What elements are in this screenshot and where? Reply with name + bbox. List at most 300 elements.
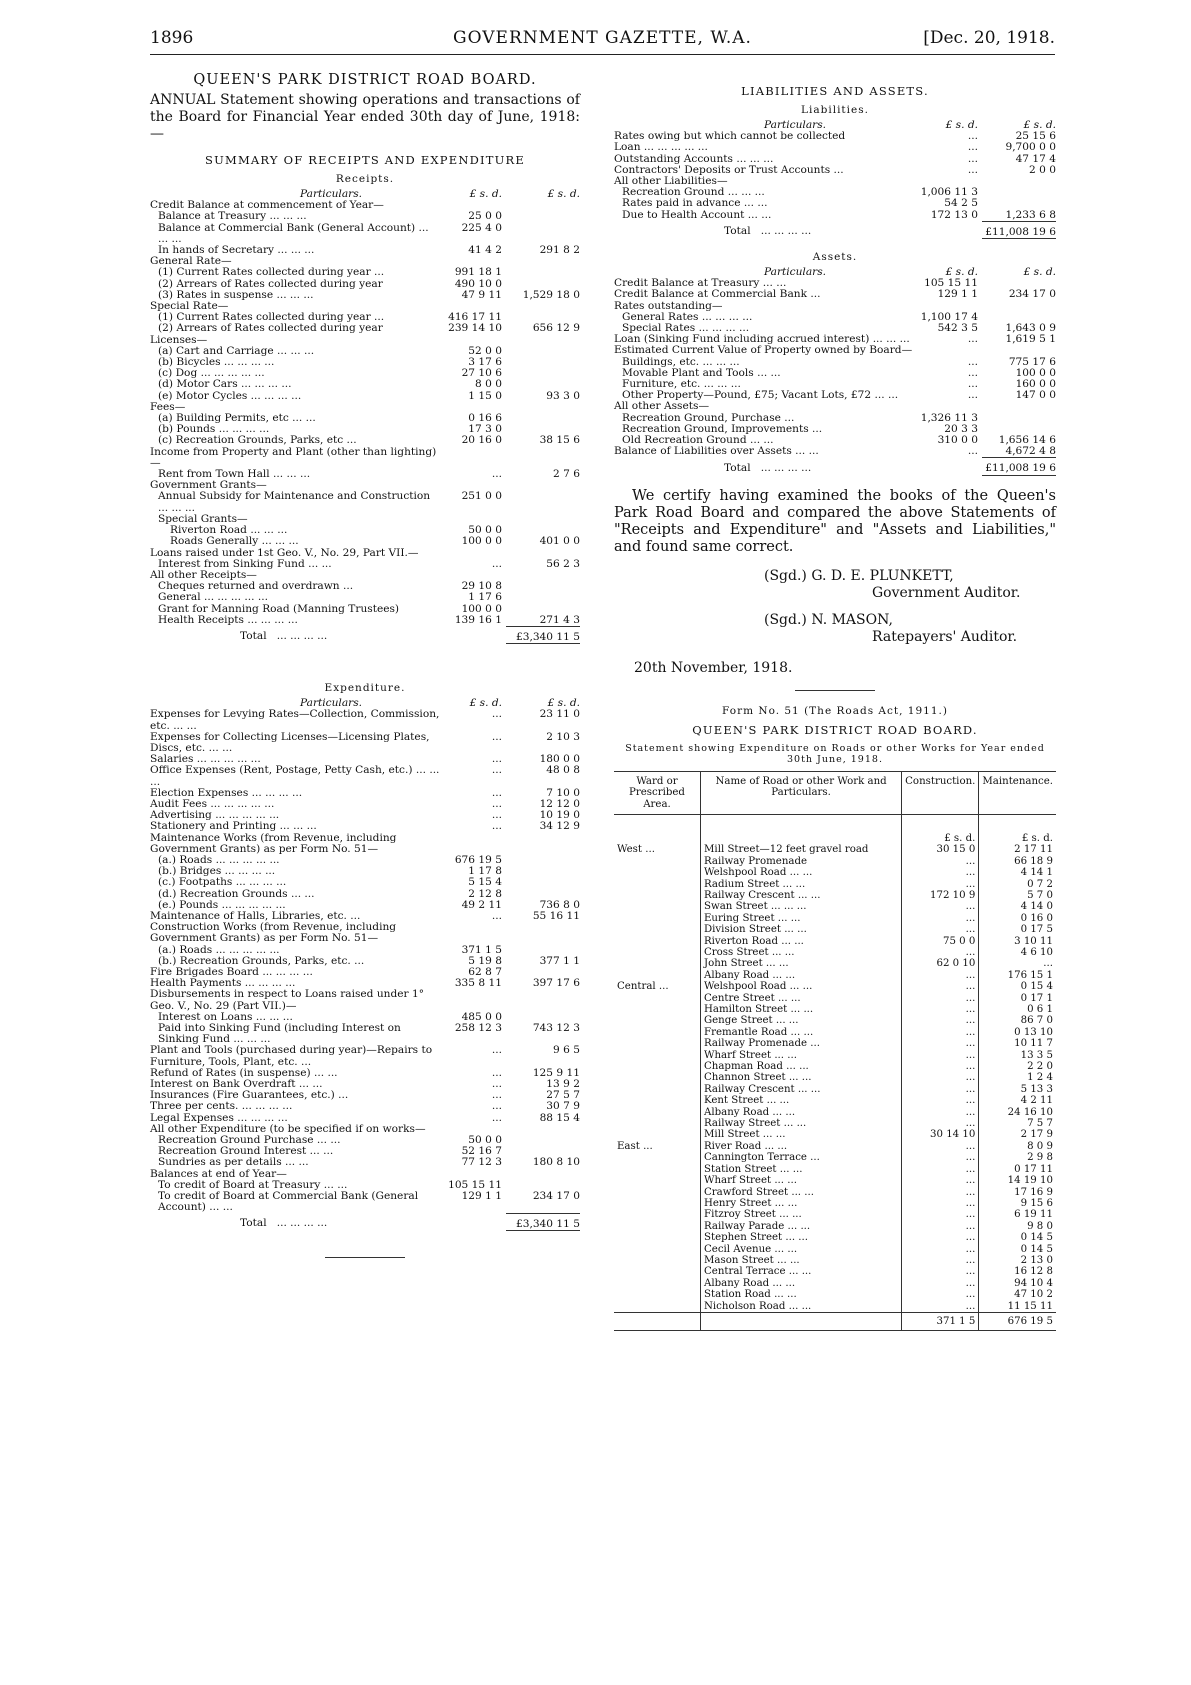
ward: Central ...	[617, 981, 669, 993]
account-row	[150, 1191, 580, 1213]
account-row	[614, 345, 1056, 356]
construction-total: 371 1 5	[902, 1312, 979, 1330]
particulars: (d.) Recreation Grounds ... ...	[158, 887, 315, 900]
amount-inner: 62 8 7	[468, 966, 502, 978]
maintenance-value: 0 14 5	[979, 1232, 1056, 1243]
amount-outer: 1,233 6 8	[1005, 208, 1056, 221]
amount-inner: 991 18 1	[454, 266, 502, 279]
amount-inner: 1 17 8	[468, 865, 502, 878]
particulars: Expenses for Collecting Licenses—Licensing Plates, Discs, etc. ... ...	[150, 730, 430, 754]
particulars: Particulars.	[764, 119, 827, 131]
construction-value: ...	[902, 1141, 979, 1152]
maintenance-value: 0 13 10	[979, 1027, 1056, 1038]
road-name: Welshpool Road ... ...	[701, 867, 902, 878]
road-name: Cross Street ... ...	[701, 947, 902, 958]
particulars: (a) Cart and Carriage ... ... ...	[158, 344, 315, 357]
particulars: Particulars.	[300, 188, 363, 200]
maintenance-units: £ s. d.	[979, 814, 1056, 844]
amount-outer: 88 15 4	[539, 1111, 580, 1124]
particulars: Credit Balance at Commercial Bank ...	[614, 288, 821, 301]
amount-inner: 225 4 0	[461, 221, 502, 234]
account-row	[150, 391, 580, 402]
particulars: General Rate—	[150, 255, 232, 268]
particulars: Loans raised under 1st Geo. V., No. 29, Part VII.—	[150, 546, 419, 559]
amount-inner: ...	[967, 141, 978, 154]
amount-inner: ...	[491, 1089, 502, 1102]
road-name: Cecil Avenue ... ...	[701, 1244, 902, 1255]
particulars: Rates paid in advance ... ...	[622, 197, 768, 210]
road-row	[614, 844, 1056, 855]
construction-value: ...	[902, 913, 979, 924]
construction-value: ...	[902, 1187, 979, 1198]
amount-outer	[506, 301, 580, 312]
account-row	[150, 922, 580, 944]
maintenance-value: 9 15 6	[979, 1198, 1056, 1209]
construction-value: 30 14 10	[902, 1129, 979, 1140]
board-title: QUEEN'S PARK DISTRICT ROAD BOARD.	[193, 72, 537, 88]
road-name: Cannington Terrace ...	[701, 1152, 902, 1163]
amount-outer	[506, 1124, 580, 1135]
amount-inner: 371 1 5	[461, 943, 502, 956]
ward	[614, 1278, 701, 1289]
maintenance-total: 676 19 5	[979, 1312, 1056, 1330]
amount-inner: ...	[491, 809, 502, 822]
amount-outer	[506, 447, 580, 469]
amount-inner: ...	[967, 333, 978, 346]
particulars: Credit Balance at commencement of Year—	[150, 199, 384, 212]
particulars: Fire Brigades Board ... ... ... ...	[150, 966, 313, 978]
signature-plunkett-title: Government Auditor.	[872, 584, 1021, 601]
amount-outer: 736 8 0	[539, 898, 580, 911]
road-row	[614, 1278, 1056, 1289]
road-row	[614, 1244, 1056, 1255]
amount-inner: 52 16 7	[461, 1145, 502, 1158]
amount-outer: 397 17 6	[532, 977, 580, 990]
amount-outer	[982, 345, 1056, 356]
maintenance-value: 47 10 2	[979, 1289, 1056, 1300]
particulars: Special Rate—	[150, 300, 229, 313]
road-row	[614, 1027, 1056, 1038]
road-row	[614, 1232, 1056, 1243]
road-row	[614, 1289, 1056, 1300]
amount-outer	[506, 866, 580, 877]
amount-outer	[506, 267, 580, 278]
road-row	[614, 1301, 1056, 1313]
road-row	[614, 1072, 1056, 1083]
amount-outer: 147 0 0	[1015, 389, 1056, 402]
road-row	[614, 1107, 1056, 1118]
maintenance-value: 17 16 9	[979, 1187, 1056, 1198]
ward	[614, 1038, 701, 1049]
construction-value: ...	[902, 1050, 979, 1061]
maintenance-value: 4 2 11	[979, 1095, 1056, 1106]
amount-outer	[982, 198, 1056, 209]
particulars: Three per cents. ... ... ... ...	[150, 1100, 293, 1113]
maintenance-value: 4 6 10	[979, 947, 1056, 958]
assets-total-value: £11,008 19 6	[982, 458, 1056, 475]
amount-outer: 271 4 3	[539, 613, 580, 626]
particulars: (b.) Recreation Grounds, Parks, etc. ...	[158, 954, 365, 967]
maintenance-value: 6 19 11	[979, 1209, 1056, 1220]
amount-inner: 310 0 0	[937, 434, 978, 447]
maintenance-value: 5 7 0	[979, 890, 1056, 901]
road-name: Radium Street ... ...	[701, 879, 902, 890]
maintenance-value: 7 5 7	[979, 1118, 1056, 1129]
amount-outer: £ s. d.	[1023, 119, 1056, 131]
road-name: Albany Road ... ...	[701, 1278, 902, 1289]
amount-inner: 27 10 6	[461, 367, 502, 380]
particulars: (2) Arrears of Rates collected during year	[158, 277, 383, 290]
maintenance-value: 1 2 4	[979, 1072, 1056, 1083]
amount-inner: 129 1 1	[461, 1190, 502, 1203]
particulars: To credit of Board at Treasury ... ...	[158, 1178, 348, 1191]
amount-inner: 485 0 0	[461, 1010, 502, 1023]
ward	[614, 936, 701, 947]
road-name: Railway Parade ... ...	[701, 1221, 902, 1232]
road-row	[614, 856, 1056, 867]
certificate-date: 20th November, 1918.	[634, 659, 793, 676]
particulars: Estimated Current Value of Property owned by Board—	[614, 344, 913, 357]
section-divider	[325, 1257, 405, 1258]
particulars: Other Property—Pound, £75; Vacant Lots, £72 ... ...	[622, 389, 899, 402]
amount-inner: ...	[491, 786, 502, 799]
maintenance-value: 0 6 1	[979, 1004, 1056, 1015]
particulars: Loan ... ... ... ... ...	[614, 141, 708, 154]
page-header	[150, 28, 1055, 55]
construction-value: ...	[902, 1015, 979, 1026]
road-name: Mason Street ... ...	[701, 1255, 902, 1266]
particulars: Recreation Ground Interest ... ...	[158, 1145, 334, 1158]
amount-outer: 234 17 0	[532, 1190, 580, 1203]
liabilities-total-label: Total	[724, 225, 751, 238]
amount-inner: 20 16 0	[461, 434, 502, 447]
amount-inner: ...	[491, 1100, 502, 1113]
maintenance-value: 5 13 3	[979, 1084, 1056, 1095]
amount-inner: 416 17 11	[448, 311, 502, 324]
ward	[614, 1232, 701, 1243]
account-row	[150, 1101, 580, 1112]
amount-outer	[506, 514, 580, 525]
particulars: Insurances (Fire Guarantees, etc.) ...	[150, 1089, 349, 1102]
amount-outer	[982, 301, 1056, 312]
particulars: Health Receipts ... ... ... ...	[158, 613, 298, 626]
signature-mason-title: Ratepayers' Auditor.	[872, 628, 1018, 645]
ward	[614, 993, 701, 1004]
assets-total-dots: ... ... ... ...	[760, 461, 812, 474]
amount-outer	[506, 581, 580, 592]
amount-inner: 47 9 11	[461, 288, 502, 301]
ward	[614, 890, 701, 901]
gazette-title: GOVERNMENT GAZETTE, W.A.	[453, 28, 752, 48]
roads-works-table	[614, 771, 1056, 1332]
ward: West ...	[617, 844, 655, 856]
construction-value: ...	[902, 1289, 979, 1300]
amount-inner: ...	[491, 1078, 502, 1091]
maintenance-value: 24 16 10	[979, 1107, 1056, 1118]
amount-outer	[506, 1169, 580, 1180]
ward	[614, 1152, 701, 1163]
account-row	[614, 401, 1056, 412]
construction-value: ...	[902, 1164, 979, 1175]
amount-inner: ...	[491, 753, 502, 766]
road-name: Albany Road ... ...	[701, 1107, 902, 1118]
particulars: (a.) Roads ... ... ... ... ...	[158, 943, 280, 956]
assets-table	[614, 267, 1056, 476]
road-name: Station Street ... ...	[701, 1164, 902, 1175]
road-name: Channon Street ... ...	[701, 1072, 902, 1083]
amount-inner: 490 10 0	[454, 277, 502, 290]
amount-inner: 41 4 2	[468, 244, 502, 257]
construction-value: 75 0 0	[902, 936, 979, 947]
ward	[614, 1198, 701, 1209]
amount-outer	[506, 989, 580, 1011]
construction-value: ...	[902, 981, 979, 992]
construction-value: ...	[902, 1107, 979, 1118]
particulars: Credit Balance at Treasury ... ...	[614, 277, 787, 290]
amount-inner: 100 0 0	[461, 602, 502, 615]
road-row	[614, 1038, 1056, 1049]
particulars: Balance at Commercial Bank (General Account) ... ... ...	[158, 221, 429, 245]
particulars: (e.) Pounds ... ... ... ... ...	[158, 898, 286, 911]
road-name: Railway Promenade ...	[701, 1038, 902, 1049]
maintenance-value: 2 17 9	[979, 1129, 1056, 1140]
amount-inner: ...	[967, 355, 978, 368]
particulars: All other Receipts—	[150, 568, 257, 581]
amount-inner: 1,100 17 4	[920, 310, 978, 323]
ward	[614, 1027, 701, 1038]
ward	[614, 1164, 701, 1175]
construction-value: ...	[902, 1266, 979, 1277]
expenditure-total-label: Total	[240, 1217, 267, 1230]
account-row	[150, 989, 580, 1011]
amount-outer	[506, 592, 580, 603]
road-row	[614, 1084, 1056, 1095]
road-row	[614, 993, 1056, 1004]
construction-value: ...	[902, 879, 979, 890]
account-row	[614, 142, 1056, 153]
road-row	[614, 1175, 1056, 1186]
road-row	[614, 936, 1056, 947]
account-row	[150, 491, 580, 513]
construction-value: ...	[902, 1061, 979, 1072]
road-row	[614, 1198, 1056, 1209]
construction-value: ...	[902, 1004, 979, 1015]
amount-inner: 1 17 6	[468, 591, 502, 604]
amount-outer: £ s. d.	[547, 697, 580, 710]
amount-outer	[506, 335, 580, 346]
particulars: (d) Motor Cars ... ... ... ...	[158, 378, 292, 391]
amount-outer	[506, 922, 580, 944]
amount-inner: ...	[491, 1066, 502, 1079]
construction-value: ...	[902, 1038, 979, 1049]
construction-value: ...	[902, 1084, 979, 1095]
road-row	[614, 947, 1056, 958]
account-row	[150, 447, 580, 469]
signature-mason-name: (Sgd.) N. MASON,	[764, 611, 893, 628]
amount-inner: 105 15 11	[924, 277, 978, 290]
road-row	[614, 1118, 1056, 1129]
construction-value: ...	[902, 1255, 979, 1266]
particulars: Refund of Rates (in suspense) ... ...	[150, 1066, 338, 1079]
maintenance-value: 2 17 11	[979, 844, 1056, 855]
amount-outer: 377 1 1	[539, 954, 580, 967]
particulars: Balance of Liabilities over Assets ... ...	[614, 445, 819, 458]
maintenance-value: 94 10 4	[979, 1278, 1056, 1289]
ward	[614, 1289, 701, 1300]
amount-outer	[506, 223, 580, 245]
amount-outer	[982, 176, 1056, 187]
amount-inner: 100 0 0	[461, 535, 502, 548]
amount-inner: ...	[967, 163, 978, 176]
amount-outer	[506, 346, 580, 357]
construction-value: ...	[902, 901, 979, 912]
amount-inner: ...	[491, 1044, 502, 1057]
amount-inner: ...	[967, 389, 978, 402]
amount-inner: 258 12 3	[454, 1022, 502, 1035]
particulars: Office Expenses (Rent, Postage, Petty Cash, etc.) ... ... ...	[150, 764, 440, 788]
ward	[614, 958, 701, 969]
particulars: Health Payments ... ... ... ...	[150, 977, 296, 990]
particulars: Riverton Road ... ... ...	[170, 524, 288, 537]
amount-outer	[506, 855, 580, 866]
amount-inner: 105 15 11	[448, 1178, 502, 1191]
particulars: Contractors' Deposits or Trust Accounts ...	[614, 163, 844, 176]
amount-outer: 10 19 0	[539, 809, 580, 822]
amount-outer: 1,643 0 9	[1005, 322, 1056, 335]
amount-outer: 2 0 0	[1029, 163, 1056, 176]
amount-inner: 239 14 10	[448, 322, 502, 335]
amount-outer: 160 0 0	[1015, 378, 1056, 391]
annual-statement-intro: ANNUAL Statement showing operations and transactions of the Board for Financial Year ended 30th day of June, 1918:—	[150, 92, 580, 142]
form-51-heading: Form No. 51 (The Roads Act, 1911.)	[722, 704, 948, 717]
roads-units-row	[614, 814, 1056, 844]
particulars: Special Grants—	[158, 512, 248, 525]
amount-inner: ...	[491, 557, 502, 570]
amount-outer: 4,672 4 8	[1005, 445, 1056, 458]
receipts-total-row	[150, 626, 580, 643]
amount-outer: 2 10 3	[546, 730, 580, 743]
ward	[614, 1301, 701, 1313]
amount-outer: 30 7 9	[546, 1100, 580, 1113]
account-row	[614, 198, 1056, 209]
amount-inner	[440, 833, 506, 855]
ward	[614, 924, 701, 935]
amount-inner: ...	[967, 366, 978, 379]
maintenance-value: 16 12 8	[979, 1266, 1056, 1277]
account-row	[614, 446, 1056, 458]
account-row	[150, 267, 580, 278]
road-row	[614, 981, 1056, 992]
road-row	[614, 924, 1056, 935]
liabilities-total-dots: ... ... ... ...	[760, 225, 812, 238]
amount-outer	[506, 413, 580, 424]
amount-outer	[506, 491, 580, 513]
receipts-total-dots: ... ... ... ...	[276, 630, 328, 643]
construction-value: ...	[902, 947, 979, 958]
amount-inner: ...	[491, 1111, 502, 1124]
account-row	[150, 379, 580, 390]
road-row	[614, 1061, 1056, 1072]
particulars: Plant and Tools (purchased during year)—Repairs to Furniture, Tools, Plant, etc. ...	[150, 1044, 433, 1068]
liabilities-total-row	[614, 221, 1056, 238]
particulars: Election Expenses ... ... ... ...	[150, 786, 303, 799]
ward	[614, 1061, 701, 1072]
right-column	[614, 64, 1056, 1331]
maintenance-value: 4 14 1	[979, 867, 1056, 878]
particulars: (a) Building Permits, etc ... ...	[158, 412, 316, 425]
amount-outer: 1,619 5 1	[1005, 333, 1056, 346]
amount-outer	[506, 833, 580, 855]
amount-inner: 17 3 0	[468, 423, 502, 436]
account-row	[614, 289, 1056, 300]
amount-inner: 5 19 8	[468, 954, 502, 967]
amount-outer: 23 11 0	[539, 708, 580, 721]
maintenance-value: 8 0 9	[979, 1141, 1056, 1152]
construction-value: ...	[902, 856, 979, 867]
amount-outer: 125 9 11	[532, 1066, 580, 1079]
amount-outer: 656 12 9	[532, 322, 580, 335]
construction-value: ...	[902, 867, 979, 878]
liabilities-total-value: £11,008 19 6	[982, 221, 1056, 238]
amount-inner: ...	[491, 909, 502, 922]
amount-inner: ...	[967, 445, 978, 458]
particulars: Annual Subsidy for Maintenance and Construction ... ... ...	[158, 490, 431, 514]
amount-inner: 52 0 0	[468, 344, 502, 357]
account-row	[150, 1023, 580, 1045]
amount-outer: 7 10 0	[546, 786, 580, 799]
maintenance-value: 3 10 11	[979, 936, 1056, 947]
ward	[614, 1244, 701, 1255]
maintenance-value: 176 15 1	[979, 970, 1056, 981]
particulars: Outstanding Accounts ... ... ...	[614, 152, 774, 165]
road-name: Crawford Street ... ...	[701, 1187, 902, 1198]
col-road-name: Name of Road or other Work and Particulars.	[701, 771, 902, 814]
amount-outer	[506, 480, 580, 491]
amount-outer	[506, 402, 580, 413]
amount-outer: 34 12 9	[539, 820, 580, 833]
receipts-total-label: Total	[240, 630, 267, 643]
assets-heading: Assets.	[812, 251, 858, 264]
ward	[614, 1107, 701, 1118]
amount-outer	[982, 401, 1056, 412]
amount-outer: 12 12 0	[539, 797, 580, 810]
particulars: Recreation Ground, Purchase ...	[622, 411, 795, 424]
ward	[614, 1187, 701, 1198]
ward	[614, 970, 701, 981]
amount-outer: 775 17 6	[1008, 355, 1056, 368]
construction-value: ...	[902, 970, 979, 981]
amount-outer	[506, 256, 580, 267]
account-row	[150, 765, 580, 787]
receipts-total-value: £3,340 11 5	[506, 626, 580, 643]
road-row	[614, 913, 1056, 924]
particulars: Construction Works (from Revenue, including Government Grants) as per Form No. 51—	[150, 921, 397, 945]
account-row	[150, 1157, 580, 1168]
amount-outer: 743 12 3	[532, 1022, 580, 1035]
amount-inner: ...	[491, 708, 502, 721]
maintenance-value: 14 19 10	[979, 1175, 1056, 1186]
left-column	[150, 64, 580, 1272]
account-row	[150, 1045, 580, 1067]
particulars: Interest on Bank Overdraft ... ...	[150, 1078, 323, 1091]
amount-inner: 49 2 11	[461, 898, 502, 911]
amount-inner: ...	[491, 820, 502, 833]
ward	[614, 1050, 701, 1061]
road-name: Railway Promenade	[701, 856, 902, 867]
road-row	[614, 1209, 1056, 1220]
amount-outer: £ s. d.	[547, 188, 580, 200]
particulars: Recreation Ground, Improvements ...	[622, 422, 823, 435]
